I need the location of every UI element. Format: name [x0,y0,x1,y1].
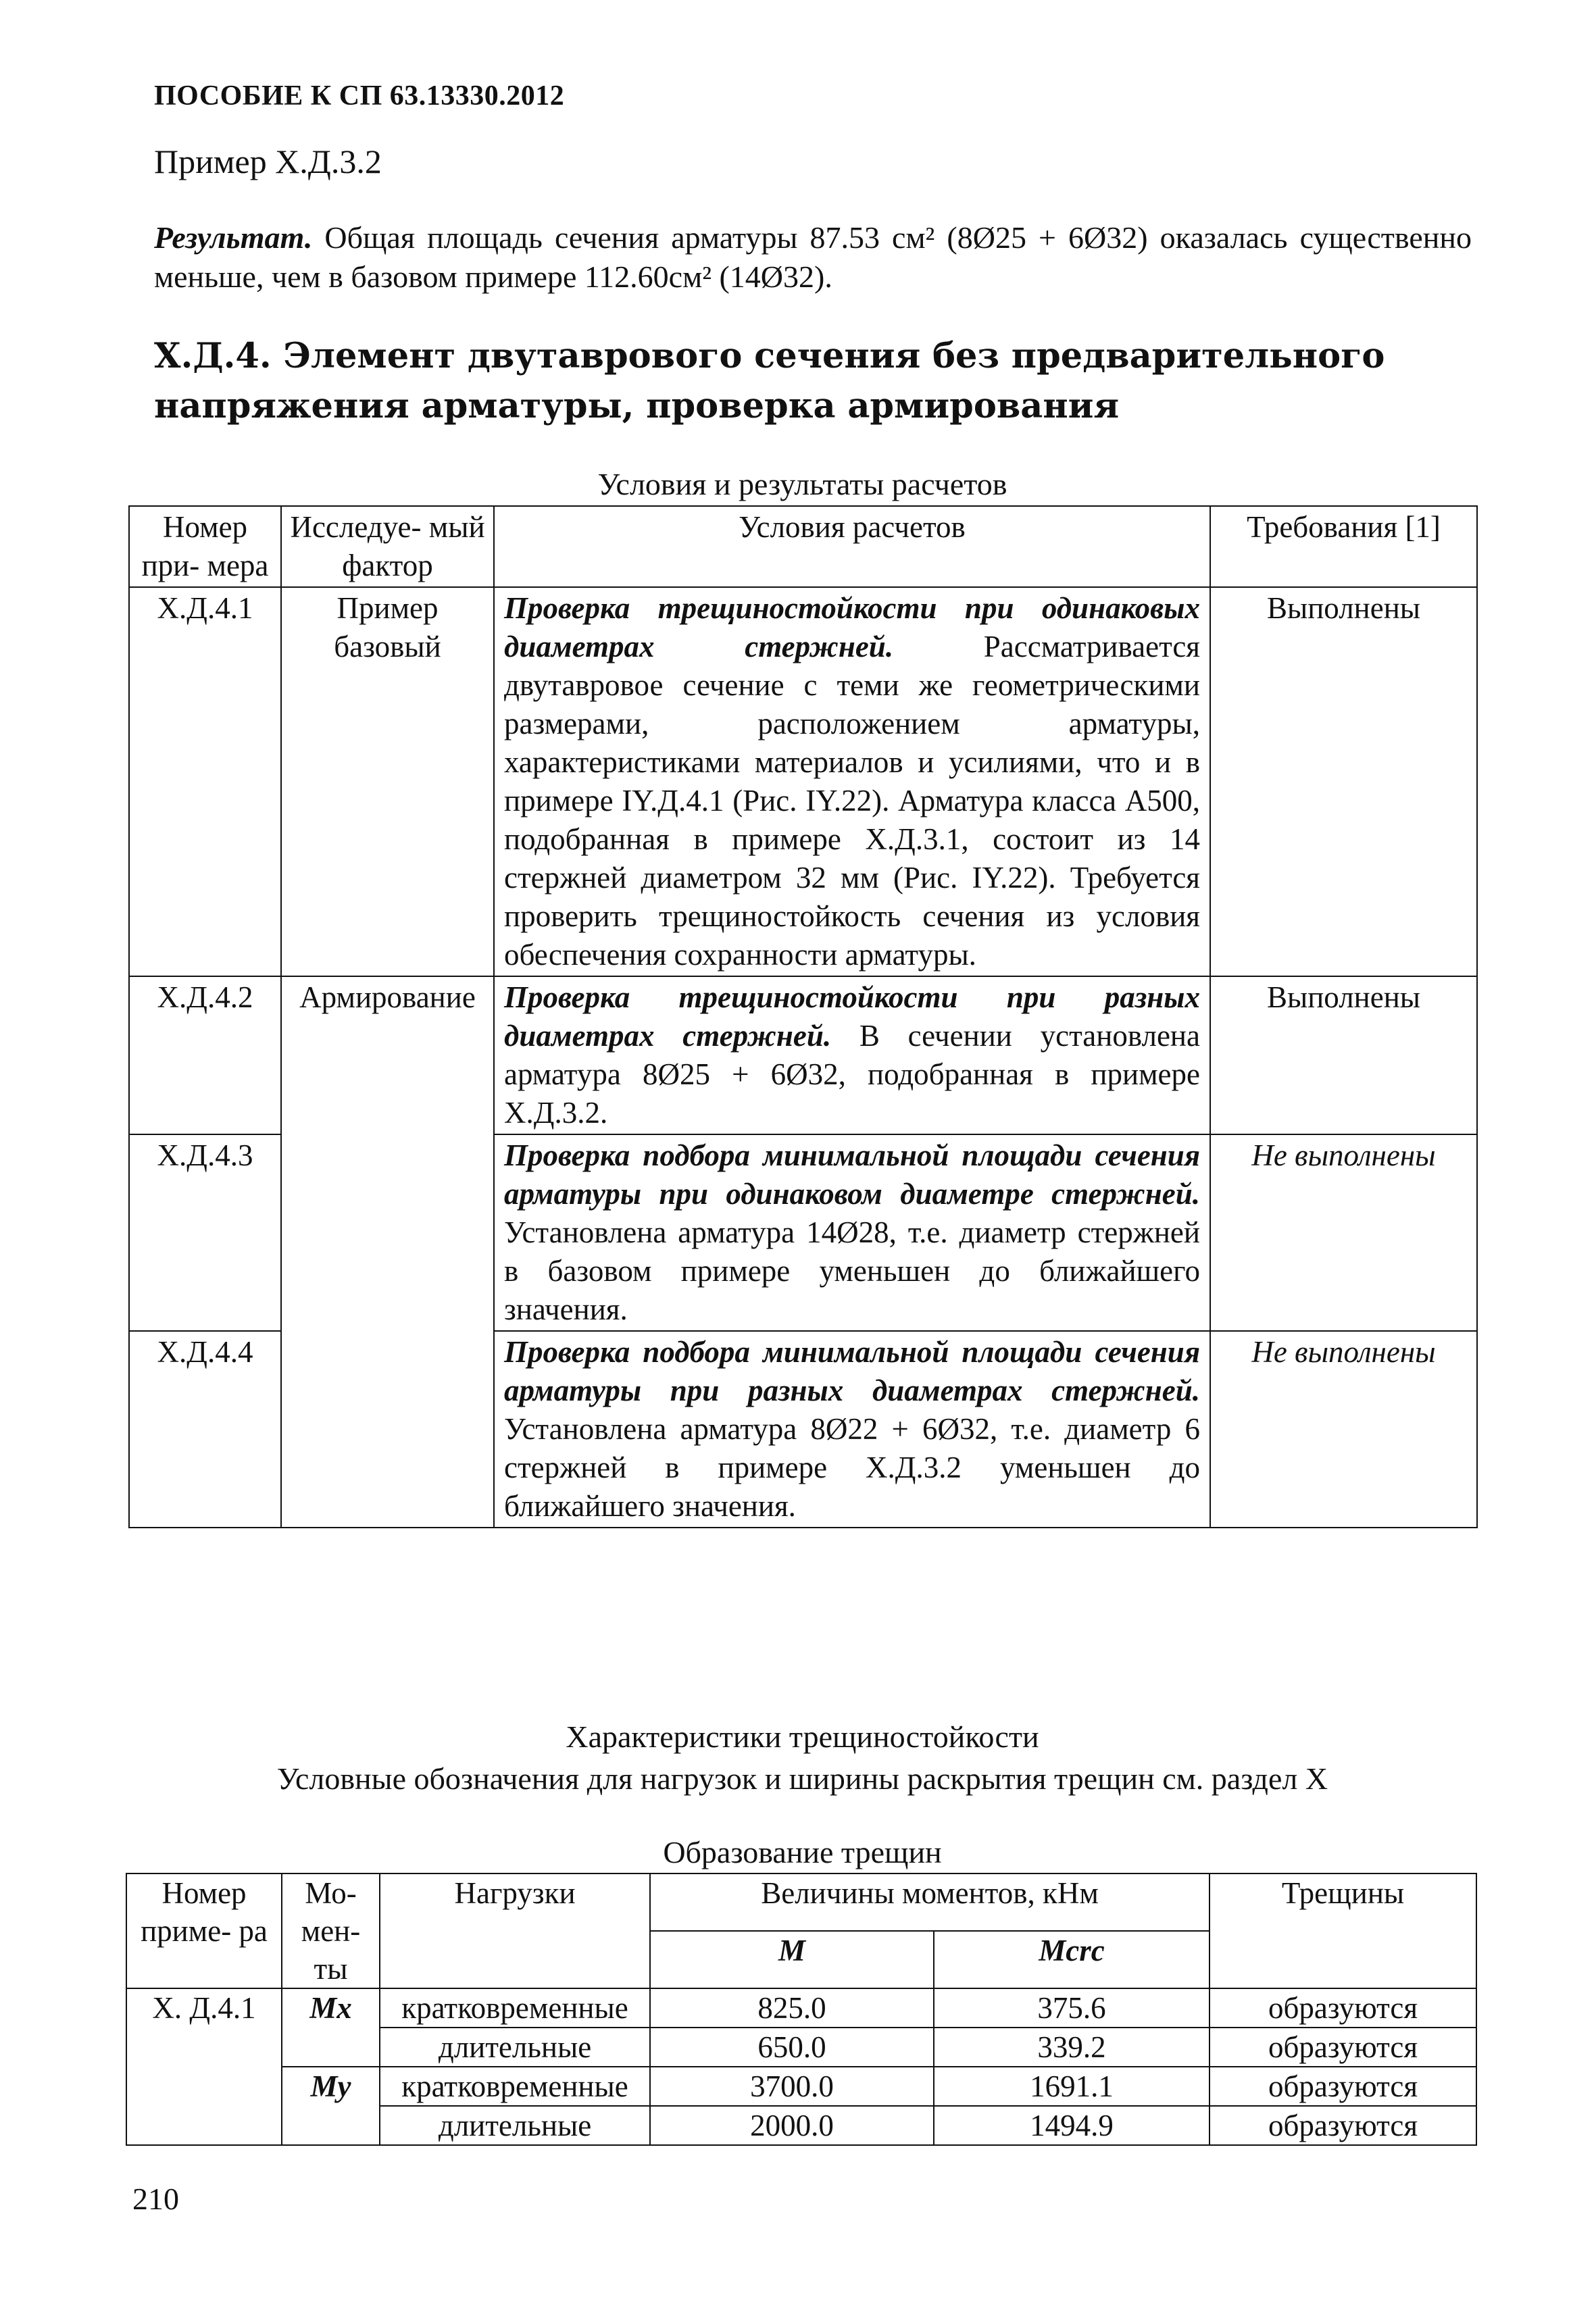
header-cracks: Трещины [1210,1873,1476,1988]
row-number: Х.Д.4.3 [129,1134,281,1331]
table-row [126,1988,1476,2028]
row-factor [281,1134,494,1331]
condition-text: Установлена арматура 8Ø22 + 6Ø32, т.е. диаметр 6 стержней в примере Х.Д.3.2 уменьшен до ближайшего значения. [504,1412,1200,1523]
header-moments: Мо- мен- ты [282,1873,380,1988]
header-m: M [650,1931,934,1988]
table2-caption: Образование трещин [663,1835,942,1869]
condition-title: Проверка подбора минимальной площади сечения арматуры при разных диаметрах стержней. [504,1335,1200,1407]
row-factor: Пример базовый [281,587,494,976]
crack-result: образуются [1210,2067,1476,2106]
table1-header-row [129,506,1477,587]
row-number: Х.Д.4.4 [129,1331,281,1528]
table-row [129,1134,1477,1331]
crack-result: образуются [1210,2028,1476,2067]
load-type: кратковременные [380,2067,650,2106]
requirement-italic: Не выполнены [1251,1335,1436,1369]
crack-result: образуются [1210,2106,1476,2145]
moment-symbol: My [282,2067,380,2145]
row-factor [281,1331,494,1528]
row-number: Х.Д.4.1 [129,587,281,976]
example-number: Х. Д.4.1 [126,1988,282,2145]
table-row [126,2067,1476,2106]
crack-result: образуются [1210,1988,1476,2028]
table-row [129,976,1477,1134]
crack-title: Характеристики трещиностойкости [566,1719,1039,1754]
result-text: Общая площадь сечения арматуры 87.53 см² (8Ø25 + 6Ø32) оказалась существенно меньше, чем в базовом примере 112.60см² (14Ø32). [154,220,1472,294]
crack-moment-value: 1494.9 [934,2106,1210,2145]
crack-formation-table [126,1873,1477,2146]
header-mcrc: Mcrc [934,1931,1210,1988]
moment-symbol: Mx [282,1988,380,2067]
load-type: длительные [380,2028,650,2067]
section-heading: Х.Д.4. Элемент двутаврового сечения без предварительного напряжения арматуры, проверка армирования [154,336,1385,426]
table-row [129,1331,1477,1528]
moment-value: 2000.0 [650,2106,934,2145]
crack-section-caption [128,1716,1476,1800]
example-title: Пример Х.Д.3.2 [154,143,382,180]
header-conditions: Условия расчетов [494,506,1210,587]
header-requirements: Требования [1] [1210,506,1477,587]
result-paragraph [154,218,1472,297]
condition-title: Проверка подбора минимальной площади сечения арматуры при одинаковом диаметре стержней. [504,1138,1200,1211]
condition-title: Проверка трещиностойкости при разных диаметрах стержней. [504,980,1200,1053]
row-conditions [494,1331,1210,1528]
condition-title: Проверка трещиностойкости при одинаковых диаметрах стержней. [504,591,1200,663]
condition-text: Установлена арматура 14Ø28, т.е. диаметр стержней в базовом примере уменьшен до ближайшего значения. [504,1215,1200,1326]
conditions-table [128,505,1478,1528]
crack-moment-value: 375.6 [934,1988,1210,2028]
row-requirement [1210,1134,1477,1331]
result-lead: Результат. [154,220,313,255]
header-example-number: Номер при- мера [129,506,281,587]
requirement-italic: Не выполнены [1251,1138,1436,1172]
running-head: ПОСОБИЕ К СП 63.13330.2012 [154,80,565,111]
row-requirement: Выполнены [1210,587,1477,976]
row-conditions [494,976,1210,1134]
header-example-number: Номер приме- ра [126,1873,282,1988]
moment-value: 650.0 [650,2028,934,2067]
header-moment-values: Величины моментов, кНм [650,1873,1210,1931]
table-row [129,587,1477,976]
row-number: Х.Д.4.2 [129,976,281,1134]
crack-subtitle: Условные обозначения для нагрузок и ширины раскрытия трещин см. раздел Х [276,1761,1328,1796]
moment-value: 3700.0 [650,2067,934,2106]
row-conditions [494,587,1210,976]
row-conditions [494,1134,1210,1331]
header-factor: Исследуе- мый фактор [281,506,494,587]
load-type: кратковременные [380,1988,650,2028]
load-type: длительные [380,2106,650,2145]
page-number: 210 [132,2182,179,2216]
crack-moment-value: 339.2 [934,2028,1210,2067]
row-requirement [1210,1331,1477,1528]
condition-text: В сечении установлена арматура 8Ø25 + 6Ø32, подобранная в примере Х.Д.3.2. [504,1019,1200,1130]
moment-value: 825.0 [650,1988,934,2028]
crack-moment-value: 1691.1 [934,2067,1210,2106]
header-loads: Нагрузки [380,1873,650,1988]
table2-header-row [126,1873,1476,1931]
condition-text: Рассматривается двутавровое сечение с теми же геометрическими размерами, расположением арматуры, характеристиками материалов и усилиями, что и в примере IY.Д.4.1 (Рис. IY.22). Арматура класса А500, подобранная в примере Х.Д.3.1, состоит из 14 стержней диаметром 32 мм (Рис. IY.22). Требуется проверить трещиностойкость сечения из условия обеспечения сохранности арматуры. [504,630,1200,972]
row-factor: Армирование [281,976,494,1134]
table1-caption: Условия и результаты расчетов [597,467,1007,501]
row-requirement: Выполнены [1210,976,1477,1134]
